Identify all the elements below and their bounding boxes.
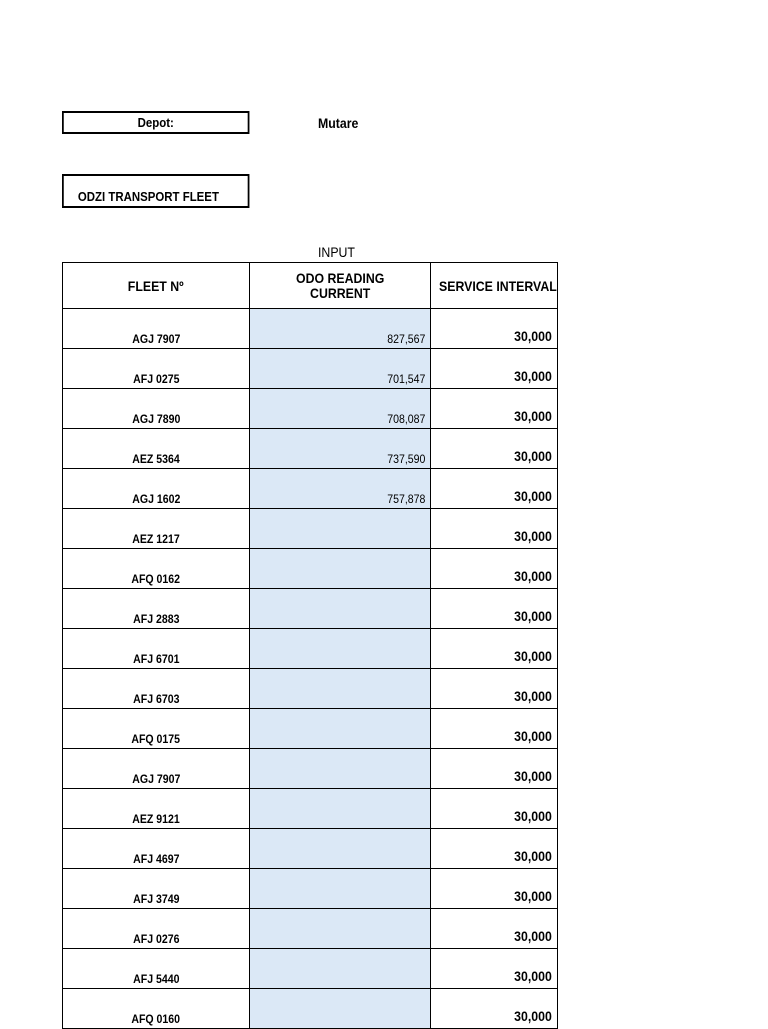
odo-reading-input-cell[interactable] [250, 589, 431, 629]
odo-reading-input-cell[interactable] [250, 989, 431, 1029]
input-label: INPUT [318, 244, 355, 260]
fleet-number-cell[interactable] [63, 629, 250, 669]
depot-label-box [62, 111, 249, 134]
service-interval-cell[interactable] [431, 989, 558, 1029]
service-interval-value: 30,000 [514, 808, 552, 824]
fleet-number-cell[interactable] [63, 949, 250, 989]
service-interval-cell[interactable] [431, 549, 558, 589]
table-row [63, 589, 558, 629]
fleet-number-text: AFJ 3749 [132, 892, 180, 906]
table-row [63, 749, 558, 789]
fleet-number-cell[interactable] [63, 789, 250, 829]
service-interval-cell[interactable] [431, 429, 558, 469]
fleet-number-text: AFQ 0162 [131, 572, 181, 586]
service-interval-value: 30,000 [514, 768, 552, 784]
odo-reading-value: 757,878 [386, 492, 425, 506]
fleet-number-cell[interactable] [63, 749, 250, 789]
fleet-number-text: AFJ 5440 [132, 972, 180, 986]
service-interval-value: 30,000 [514, 328, 552, 344]
service-interval-value: 30,000 [514, 368, 552, 384]
odo-reading-input-cell[interactable] [250, 429, 431, 469]
fleet-number-cell[interactable] [63, 549, 250, 589]
table-row [63, 549, 558, 589]
service-interval-value: 30,000 [514, 528, 552, 544]
service-interval-cell[interactable] [431, 709, 558, 749]
odo-reading-input-cell[interactable] [250, 909, 431, 949]
odo-reading-input-cell[interactable] [250, 549, 431, 589]
fleet-number-text: AFJ 0276 [132, 932, 180, 946]
odo-reading-input-cell[interactable] [250, 309, 431, 349]
odo-reading-input-cell[interactable] [250, 829, 431, 869]
fleet-number-text: AGJ 7907 [131, 332, 181, 346]
service-interval-value: 30,000 [514, 448, 552, 464]
fleet-number-text: AGJ 7890 [131, 412, 181, 426]
odo-reading-value: 737,590 [386, 452, 425, 466]
service-interval-cell[interactable] [431, 789, 558, 829]
fleet-number-cell[interactable] [63, 589, 250, 629]
table-row [63, 789, 558, 829]
service-interval-cell[interactable] [431, 509, 558, 549]
odo-reading-input-cell[interactable] [250, 469, 431, 509]
service-interval-header: SERVICE INTERVAL [431, 263, 558, 309]
table-row [63, 949, 558, 989]
service-interval-cell[interactable] [431, 389, 558, 429]
fleet-number-text: AFJ 0275 [132, 372, 180, 386]
service-interval-value: 30,000 [514, 688, 552, 704]
odo-reading-input-cell[interactable] [250, 349, 431, 389]
service-interval-cell[interactable] [431, 829, 558, 869]
fleet-number-cell[interactable] [63, 869, 250, 909]
fleet-number-header: FLEET Nº [63, 263, 250, 309]
service-interval-cell[interactable] [431, 669, 558, 709]
odo-reading-input-cell[interactable] [250, 509, 431, 549]
table-row [63, 989, 558, 1029]
fleet-number-cell[interactable] [63, 469, 250, 509]
service-interval-value: 30,000 [514, 568, 552, 584]
service-interval-value: 30,000 [514, 888, 552, 904]
table-row [63, 429, 558, 469]
fleet-number-cell[interactable] [63, 909, 250, 949]
service-interval-value: 30,000 [514, 968, 552, 984]
service-interval-cell[interactable] [431, 909, 558, 949]
service-interval-cell[interactable] [431, 349, 558, 389]
table-row [63, 629, 558, 669]
table-row [63, 509, 558, 549]
odo-reading-input-cell[interactable] [250, 949, 431, 989]
fleet-number-text: AGJ 1602 [131, 492, 181, 506]
odo-reading-value: 827,567 [386, 332, 425, 346]
fleet-table [62, 262, 558, 1029]
service-interval-cell[interactable] [431, 589, 558, 629]
service-interval-value: 30,000 [514, 648, 552, 664]
service-interval-cell[interactable] [431, 949, 558, 989]
table-row [63, 669, 558, 709]
fleet-title: ODZI TRANSPORT FLEET [77, 188, 219, 204]
depot-value[interactable]: Mutare [318, 115, 359, 131]
fleet-number-text: AFJ 2883 [132, 612, 180, 626]
table-row [63, 389, 558, 429]
odo-reading-input-cell[interactable] [250, 669, 431, 709]
fleet-number-cell[interactable] [63, 429, 250, 469]
odo-reading-input-cell[interactable] [250, 789, 431, 829]
service-interval-value: 30,000 [514, 1008, 552, 1024]
odo-reading-header [250, 263, 431, 309]
table-row [63, 469, 558, 509]
fleet-number-text: AFQ 0175 [131, 732, 181, 746]
fleet-number-text: AFJ 6701 [132, 652, 180, 666]
fleet-number-text: AFJ 4697 [132, 852, 180, 866]
service-interval-value: 30,000 [514, 728, 552, 744]
service-interval-value: 30,000 [514, 608, 552, 624]
fleet-number-cell[interactable] [63, 349, 250, 389]
fleet-number-cell[interactable] [63, 829, 250, 869]
service-interval-value: 30,000 [514, 488, 552, 504]
table-row [63, 709, 558, 749]
service-interval-value: 30,000 [514, 928, 552, 944]
fleet-title-box [62, 174, 249, 208]
table-row [63, 309, 558, 349]
service-interval-cell[interactable] [431, 309, 558, 349]
fleet-number-text: AGJ 7907 [131, 772, 181, 786]
fleet-number-cell[interactable] [63, 389, 250, 429]
odo-header-line2: CURRENT [309, 284, 371, 301]
service-interval-cell[interactable] [431, 869, 558, 909]
fleet-number-text: AEZ 9121 [132, 812, 180, 826]
service-interval-cell[interactable] [431, 469, 558, 509]
service-interval-value: 30,000 [514, 848, 552, 864]
fleet-number-cell[interactable] [63, 309, 250, 349]
fleet-number-text: AFJ 6703 [132, 692, 180, 706]
fleet-number-text: AFQ 0160 [131, 1012, 181, 1026]
odo-reading-input-cell[interactable] [250, 869, 431, 909]
table-row [63, 829, 558, 869]
odo-reading-input-cell[interactable] [250, 629, 431, 669]
odo-reading-input-cell[interactable] [250, 389, 431, 429]
table-row [63, 909, 558, 949]
fleet-number-text: AEZ 1217 [132, 532, 180, 546]
odo-reading-value: 701,547 [386, 372, 425, 386]
table-row [63, 869, 558, 909]
depot-label: Depot: [137, 115, 174, 130]
service-interval-cell[interactable] [431, 629, 558, 669]
odo-reading-input-cell[interactable] [250, 709, 431, 749]
service-interval-value: 30,000 [514, 408, 552, 424]
table-header-row [63, 263, 558, 309]
fleet-number-cell[interactable] [63, 709, 250, 749]
odo-reading-value: 708,087 [386, 412, 425, 426]
service-interval-cell[interactable] [431, 749, 558, 789]
table-row [63, 349, 558, 389]
odo-header-line1: ODO READING [295, 269, 385, 286]
odo-reading-input-cell[interactable] [250, 749, 431, 789]
fleet-number-text: AEZ 5364 [132, 452, 180, 466]
fleet-number-cell[interactable] [63, 509, 250, 549]
fleet-number-cell[interactable] [63, 989, 250, 1029]
fleet-number-cell[interactable] [63, 669, 250, 709]
